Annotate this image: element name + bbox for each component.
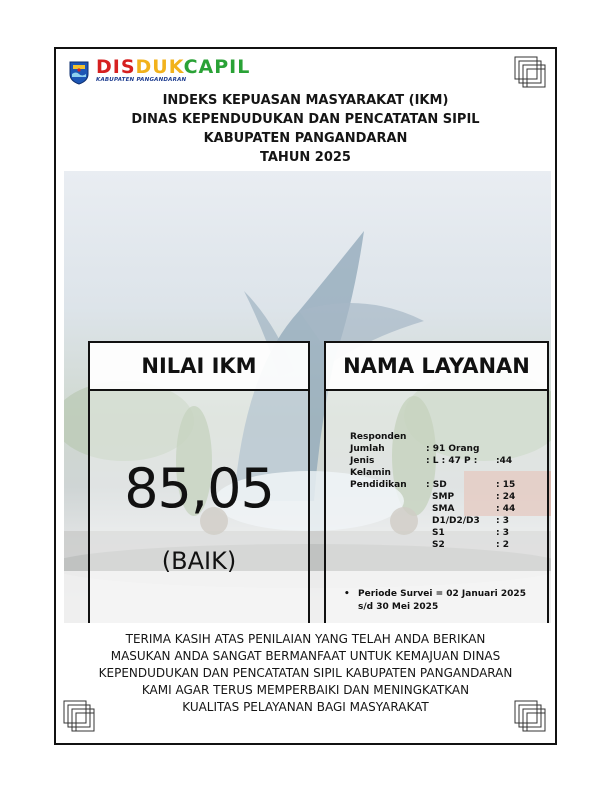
brand-part-dis: DIS — [96, 56, 136, 78]
brand-part-capil: CAPIL — [183, 56, 251, 78]
jenis-label: Jenis — [350, 456, 375, 466]
title-line: DINAS KEPENDUDUKAN DAN PENCATATAN SIPIL — [131, 112, 480, 127]
footer-line: KAMI AGAR TERUS MEMPERBAIKI DAN MENINGKATKAN — [141, 683, 470, 697]
education-level: : SD — [426, 480, 447, 490]
nilai-ikm-header: NILAI IKM — [90, 343, 308, 391]
education-count: : 2 — [496, 540, 509, 550]
jenis-p-value: :44 — [496, 456, 513, 466]
ikm-score: 85,05 — [124, 457, 274, 520]
survey-period-line: s/d 30 Mei 2025 — [358, 602, 439, 612]
education-count: : 24 — [496, 492, 516, 502]
kelamin-label: Kelamin — [350, 468, 391, 478]
regency-emblem-icon — [68, 59, 90, 85]
jumlah-value: : 91 Orang — [426, 444, 480, 454]
document-title — [56, 91, 555, 167]
nama-layanan-panel — [324, 341, 549, 623]
education-level: S1 — [432, 528, 445, 538]
education-level: D1/D2/D3 — [432, 516, 480, 526]
corner-ornament-icon — [513, 55, 549, 91]
education-count: : 15 — [496, 480, 516, 490]
survey-period-line: Periode Survei = 02 Januari 2025 — [358, 589, 526, 599]
footer-line: TERIMA KASIH ATAS PENILAIAN YANG TELAH ANDA BERIKAN — [125, 632, 486, 646]
brand-wordmark — [96, 57, 250, 77]
thank-you-message — [56, 631, 555, 716]
background-photo — [64, 171, 551, 623]
title-line: KABUPATEN PANGANDARAN — [203, 131, 408, 146]
education-count: : 44 — [496, 504, 516, 514]
footer-line: MASUKAN ANDA SANGAT BERMANFAAT UNTUK KEMAJUAN DINAS — [110, 649, 501, 663]
education-count: : 3 — [496, 516, 509, 526]
nama-layanan-header: NAMA LAYANAN — [326, 343, 547, 391]
pendidikan-label: Pendidikan — [350, 480, 407, 490]
infographic-frame — [54, 47, 557, 745]
jumlah-label: Jumlah — [350, 444, 385, 454]
education-level: SMA — [432, 504, 455, 514]
education-level: SMP — [432, 492, 455, 502]
footer-line: KUALITAS PELAYANAN BAGI MASYARAKAT — [182, 700, 429, 714]
responden-label: Responden — [350, 432, 407, 442]
nilai-ikm-panel — [88, 341, 310, 623]
title-line: TAHUN 2025 — [260, 150, 351, 165]
bullet-icon: • — [344, 589, 350, 599]
footer-line: KEPENDUDUKAN DAN PENCATATAN SIPIL KABUPATEN PANGANDARAN — [98, 666, 513, 680]
brand-part-duk: DUK — [135, 56, 184, 78]
ikm-grade: (BAIK) — [161, 547, 237, 575]
title-line: INDEKS KEPUASAN MASYARAKAT (IKM) — [162, 93, 449, 108]
education-count: : 3 — [496, 528, 509, 538]
disdukcapil-logo — [68, 57, 288, 87]
education-level: S2 — [432, 540, 445, 550]
jenis-value: : L : 47 P : — [426, 456, 478, 466]
brand-subtitle: KABUPATEN PANGANDARAN — [96, 77, 187, 83]
